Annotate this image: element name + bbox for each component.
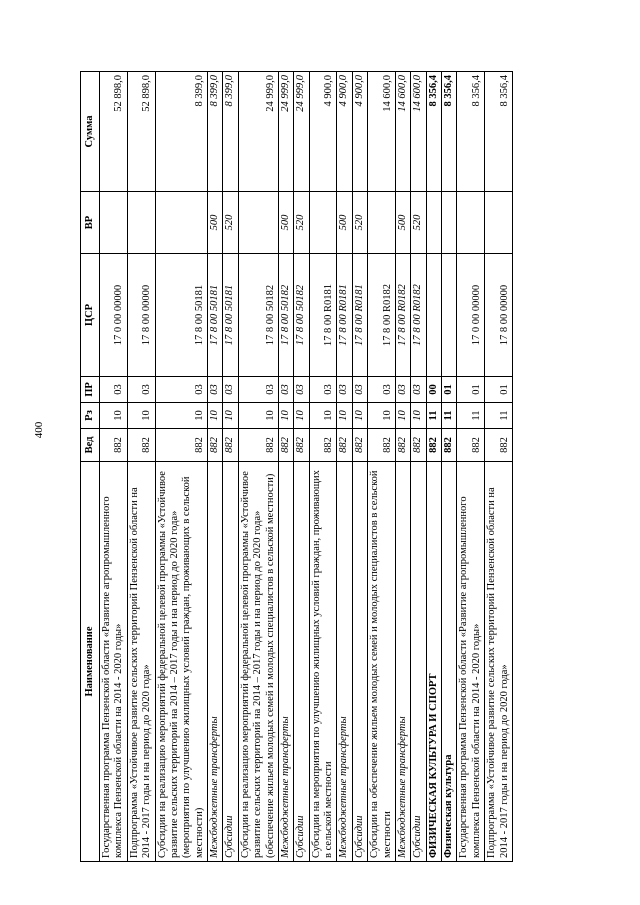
cell-pr: 03 [223, 377, 238, 403]
table-row [485, 72, 513, 862]
cell-name: Субсидии [411, 462, 426, 862]
cell-pr: 03 [395, 377, 410, 403]
cell-csr: 17 8 00 00000 [485, 254, 513, 377]
cell-name: Межбюджетные трансферты [337, 462, 352, 862]
cell-name: Субсидии на мероприятия по улучшению жилищных условий граждан, проживающих в сельской местности [309, 462, 337, 862]
cell-csr: 17 8 00 50181 [223, 254, 238, 377]
cell-pr: 00 [426, 377, 441, 403]
cell-vr [155, 192, 208, 254]
cell-rz: 10 [368, 403, 396, 429]
cell-ved: 882 [100, 429, 128, 462]
table-row [368, 72, 396, 862]
table-row [442, 72, 457, 862]
cell-ved: 882 [337, 429, 352, 462]
header-sum: Сумма [81, 72, 100, 192]
cell-ved: 882 [208, 429, 223, 462]
cell-csr [426, 254, 441, 377]
cell-csr: 17 8 00 50181 [155, 254, 208, 377]
cell-sum: 14 600,0 [395, 72, 410, 192]
cell-rz: 10 [309, 403, 337, 429]
cell-sum: 24 999,0 [238, 72, 278, 192]
cell-name: ФИЗИЧЕСКАЯ КУЛЬТУРА И СПОРТ [426, 462, 441, 862]
cell-ved: 882 [278, 429, 293, 462]
table-row [155, 72, 208, 862]
cell-rz: 10 [100, 403, 128, 429]
page-number: 400 [33, 421, 45, 439]
table-header-row [81, 72, 100, 862]
cell-rz: 11 [442, 403, 457, 429]
cell-name: Государственная программа Пензенской области «Развитие агропромышленного комплекса Пензенской области на 2014 - 2020 годы» [457, 462, 485, 862]
cell-vr: 500 [395, 192, 410, 254]
cell-pr: 03 [352, 377, 367, 403]
cell-name: Субсидии на реализацию мероприятий федеральной целевой программы «Устойчивое развитие сельских территорий на 2014 – 2017 годы и на период до 2020 года» (мероприятия по улучшению жилищных условий граждан, проживающих в сельской местности) [155, 462, 208, 862]
cell-csr: 17 8 00 R0181 [309, 254, 337, 377]
cell-rz: 11 [485, 403, 513, 429]
cell-vr: 500 [337, 192, 352, 254]
cell-sum: 8 399,0 [208, 72, 223, 192]
table-row [223, 72, 238, 862]
cell-vr: 520 [411, 192, 426, 254]
cell-ved: 882 [426, 429, 441, 462]
cell-sum: 8 399,0 [223, 72, 238, 192]
table-row [278, 72, 293, 862]
cell-name: Физическая культура [442, 462, 457, 862]
cell-vr [309, 192, 337, 254]
cell-name: Подпрограмма «Устойчивое развитие сельских территорий Пензенской области на 2014 - 2017 годы и на период до 2020 года» [485, 462, 513, 862]
table-row [208, 72, 223, 862]
cell-ved: 882 [442, 429, 457, 462]
cell-vr: 500 [278, 192, 293, 254]
cell-sum: 52 898,0 [127, 72, 155, 192]
cell-rz: 11 [457, 403, 485, 429]
cell-name: Государственная программа Пензенской области «Развитие агропромышленного комплекса Пензенской области на 2014 - 2020 годы» [100, 462, 128, 862]
cell-csr: 17 8 00 R0182 [411, 254, 426, 377]
cell-csr [442, 254, 457, 377]
cell-ved: 882 [368, 429, 396, 462]
cell-sum: 8 356,4 [426, 72, 441, 192]
cell-rz: 10 [352, 403, 367, 429]
cell-csr: 17 0 00 00000 [457, 254, 485, 377]
cell-pr: 01 [457, 377, 485, 403]
cell-name: Межбюджетные трансферты [395, 462, 410, 862]
cell-csr: 17 8 00 R0182 [395, 254, 410, 377]
table-row [457, 72, 485, 862]
cell-pr: 03 [278, 377, 293, 403]
cell-csr: 17 8 00 50182 [278, 254, 293, 377]
table-row [127, 72, 155, 862]
cell-rz: 10 [127, 403, 155, 429]
header-pr: ПР [81, 377, 100, 403]
cell-vr: 500 [208, 192, 223, 254]
cell-sum: 4 900,0 [337, 72, 352, 192]
rotated-page [80, 72, 640, 862]
header-name: Наименование [81, 462, 100, 862]
cell-ved: 882 [127, 429, 155, 462]
cell-pr: 01 [442, 377, 457, 403]
cell-pr: 03 [127, 377, 155, 403]
table-row [352, 72, 367, 862]
cell-ved: 882 [223, 429, 238, 462]
cell-name: Субсидии на обеспечение жильем молодых семей и молодых специалистов в сельской местности [368, 462, 396, 862]
cell-sum: 14 600,0 [411, 72, 426, 192]
table-row [294, 72, 309, 862]
cell-sum: 4 900,0 [309, 72, 337, 192]
cell-pr: 03 [309, 377, 337, 403]
table-row [426, 72, 441, 862]
header-rz: Рз [81, 403, 100, 429]
cell-rz: 10 [223, 403, 238, 429]
cell-rz: 10 [208, 403, 223, 429]
cell-vr: 520 [223, 192, 238, 254]
cell-ved: 882 [155, 429, 208, 462]
cell-sum: 4 900,0 [352, 72, 367, 192]
table-row [395, 72, 410, 862]
header-vr: ВР [81, 192, 100, 254]
cell-rz: 10 [238, 403, 278, 429]
cell-ved: 882 [309, 429, 337, 462]
table-row [100, 72, 128, 862]
cell-vr [238, 192, 278, 254]
table-row [337, 72, 352, 862]
cell-pr: 03 [294, 377, 309, 403]
cell-ved: 882 [485, 429, 513, 462]
cell-vr [485, 192, 513, 254]
cell-pr: 03 [368, 377, 396, 403]
cell-rz: 10 [278, 403, 293, 429]
cell-ved: 882 [395, 429, 410, 462]
cell-vr: 520 [352, 192, 367, 254]
cell-sum: 24 999,0 [278, 72, 293, 192]
table-body [100, 72, 513, 862]
cell-rz: 10 [155, 403, 208, 429]
table-row [309, 72, 337, 862]
cell-sum: 52 898,0 [100, 72, 128, 192]
cell-rz: 10 [294, 403, 309, 429]
cell-rz: 11 [426, 403, 441, 429]
cell-csr: 17 8 00 R0182 [368, 254, 396, 377]
cell-pr: 03 [238, 377, 278, 403]
cell-vr [368, 192, 396, 254]
cell-csr: 17 0 00 00000 [100, 254, 128, 377]
cell-pr: 03 [208, 377, 223, 403]
cell-name: Подпрограмма «Устойчивое развитие сельских территорий Пензенской области на 2014 - 2017 годы и на период до 2020 года» [127, 462, 155, 862]
cell-vr: 520 [294, 192, 309, 254]
cell-csr: 17 8 00 50182 [294, 254, 309, 377]
cell-rz: 10 [395, 403, 410, 429]
cell-pr: 01 [485, 377, 513, 403]
cell-name: Межбюджетные трансферты [208, 462, 223, 862]
cell-sum: 8 356,4 [485, 72, 513, 192]
table-row [238, 72, 278, 862]
budget-table [80, 71, 513, 862]
cell-rz: 10 [337, 403, 352, 429]
cell-ved: 882 [294, 429, 309, 462]
cell-vr [100, 192, 128, 254]
cell-vr [426, 192, 441, 254]
cell-sum: 24 999,0 [294, 72, 309, 192]
cell-vr [442, 192, 457, 254]
cell-rz: 10 [411, 403, 426, 429]
header-ved: Вед [81, 429, 100, 462]
cell-ved: 882 [238, 429, 278, 462]
table-row [411, 72, 426, 862]
cell-csr: 17 8 00 00000 [127, 254, 155, 377]
cell-ved: 882 [457, 429, 485, 462]
cell-sum: 8 356,4 [457, 72, 485, 192]
cell-name: Субсидии на реализацию мероприятий федеральной целевой программы «Устойчивое развитие сельских территорий на 2014 – 2017 годы и на период до 2020 года» (обеспечение жильем молодых семей и молодых специалистов в сельской местности) [238, 462, 278, 862]
cell-sum: 8 356,4 [442, 72, 457, 192]
cell-name: Субсидии [352, 462, 367, 862]
cell-pr: 03 [337, 377, 352, 403]
cell-sum: 14 600,0 [368, 72, 396, 192]
cell-pr: 03 [411, 377, 426, 403]
cell-name: Межбюджетные трансферты [278, 462, 293, 862]
cell-csr: 17 8 00 R0181 [337, 254, 352, 377]
cell-vr [457, 192, 485, 254]
cell-vr [127, 192, 155, 254]
cell-csr: 17 8 00 R0181 [352, 254, 367, 377]
cell-csr: 17 8 00 50181 [208, 254, 223, 377]
cell-name: Субсидии [294, 462, 309, 862]
cell-name: Субсидии [223, 462, 238, 862]
header-csr: ЦСР [81, 254, 100, 377]
cell-csr: 17 8 00 50182 [238, 254, 278, 377]
cell-ved: 882 [352, 429, 367, 462]
cell-pr: 03 [100, 377, 128, 403]
cell-sum: 8 399,0 [155, 72, 208, 192]
cell-ved: 882 [411, 429, 426, 462]
cell-pr: 03 [155, 377, 208, 403]
